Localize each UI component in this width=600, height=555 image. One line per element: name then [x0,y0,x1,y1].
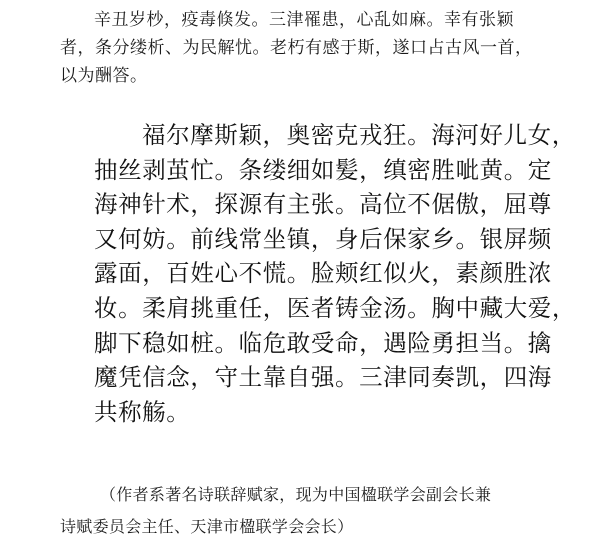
author-note-line: （作者系著名诗联辞赋家，现为中国楹联学会副会长兼 [100,485,492,504]
poem-line: 海神针术，探源有主张。高位不倨傲，屈尊 [94,190,552,219]
intro-line: 者，条分缕析、为民解忧。老朽有感于斯，遂口占古风一首， [60,38,533,58]
poem-line: 共称觞。 [94,397,191,426]
author-note [60,479,590,543]
poem-line: 抽丝剥茧忙。条缕细如髪，缜密胜呲黄。定 [94,155,552,184]
intro-paragraph [60,6,580,90]
poem-line: 福尔摩斯颖，奥密克戎狂。海河好儿女， [142,121,576,149]
poem-line: 又何妨。前线常坐镇，身后保家乡。银屏频 [94,224,552,253]
poem-line: 露面，百姓心不慌。脸颊红似火，素颜胜浓 [94,259,552,288]
poem-line: 魔凭信念，守土靠自强。三津同奏凯，四海 [94,363,552,392]
intro-line: 以为酬答。 [60,66,148,86]
poem-body [94,118,594,429]
author-note-line: 诗赋委员会主任、天津市楹联学会会长） [60,517,354,536]
intro-line: 辛丑岁杪，疫毒倏发。三津罹患，心乱如麻。幸有张颖 [94,10,514,30]
poem-line: 妆。柔肩挑重任，医者铸金汤。胸中藏大爱， [94,293,576,322]
poem-line: 脚下稳如桩。临危敢受命，遇险勇担当。擒 [94,328,552,357]
